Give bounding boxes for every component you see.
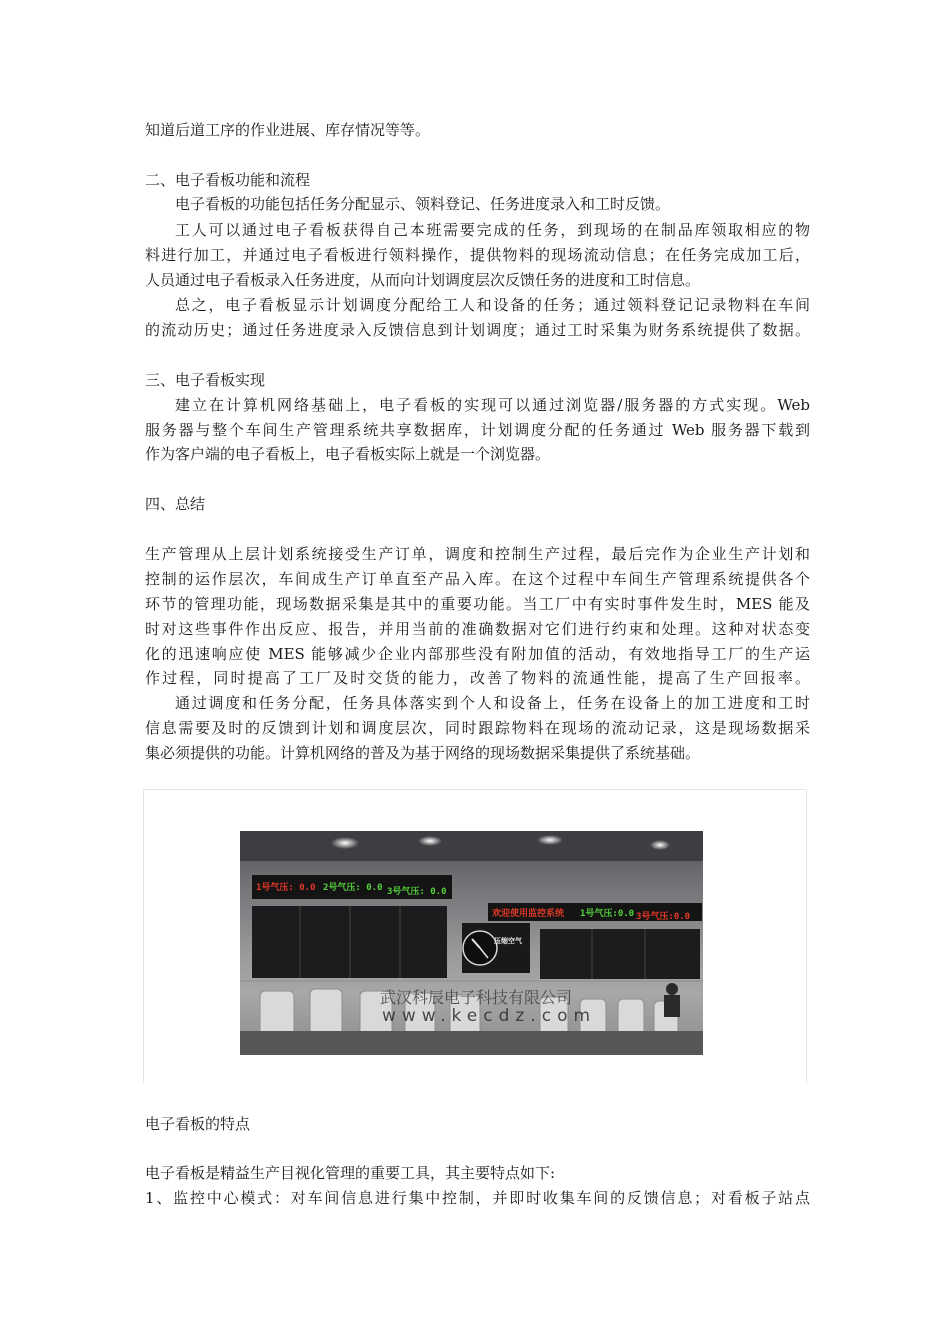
paragraph-line: 化的迅速响应使 MES 能够减少企业内部那些没有附加值的活动，有效地指导工厂的生产运	[145, 645, 810, 663]
watermark-company: 武汉科辰电子科技有限公司	[380, 988, 573, 1007]
paragraph-line: 总之，电子看板显示计划调度分配给工人和设备的任务；通过领料登记记录物料在车间	[175, 296, 810, 314]
led-sign-right-title: 欢迎使用监控系统	[492, 909, 565, 919]
paragraph-line: 信息需要及时的反馈到计划和调度层次，同时跟踪物料在现场的流动记录，这是现场数据采	[145, 719, 810, 737]
paragraph-line: 通过调度和任务分配，任务具体落实到个人和设备上，任务在设备上的加工进度和工时	[175, 694, 810, 712]
paragraph-line: 1、监控中心模式：对车间信息进行集中控制，并即时收集车间的反馈信息；对看板子站点	[145, 1189, 810, 1207]
paragraph-line: 服务器与整个车间生产管理系统共享数据库，计划调度分配的任务通过 Web 服务器下载到	[145, 421, 810, 439]
led-sign-right-1: 1号气压:0.0	[580, 909, 635, 919]
led-sign-left-2: 2号气压: 0.0	[323, 883, 383, 893]
paragraph-line: 控制的运作层次，车间成生产订单直至产品入库。在这个过程中车间生产管理系统提供各个	[145, 570, 810, 588]
paragraph-line: 作过程，同时提高了工厂及时交货的能力，改善了物料的流通性能，提高了生产回报率。	[145, 669, 810, 687]
paragraph-line: 建立在计算机网络基础上，电子看板的实现可以通过浏览器/服务器的方式实现。Web	[175, 396, 810, 414]
paragraph-line: 环节的管理功能，现场数据采集是其中的重要功能。当工厂中有实时事件发生时，MES 能及	[145, 595, 810, 613]
paragraph-line: 电子看板是精益生产目视化管理的重要工具，其主要特点如下:	[145, 1164, 556, 1182]
paragraph-line: 集必须提供的功能。计算机网络的普及为基于网络的现场数据采集提供了系统基础。	[145, 744, 701, 762]
paragraph-line: 时对这些事件作出反应、报告，并用当前的准确数据对它们进行约束和处理。这种对状态变	[145, 620, 810, 638]
paragraph-line: 生产管理从上层计划系统接受生产订单，调度和控制生产过程，最后完作为企业生产计划和	[145, 545, 810, 563]
section-heading-features: 电子看板的特点	[145, 1115, 251, 1133]
section-heading-4: 四、总结	[145, 495, 206, 513]
clock-panel-label: 压缩空气	[494, 937, 522, 945]
paragraph-line: 的流动历史；通过任务进度录入反馈信息到计划调度；通过工时采集为财务系统提供了数据。	[145, 321, 810, 339]
paragraph-line: 电子看板的功能包括任务分配显示、领料登记、任务进度录入和工时反馈。	[175, 195, 671, 213]
paragraph-line: 人员通过电子看板录入任务进度，从而向计划调度层次反馈任务的进度和工时信息。	[145, 271, 701, 289]
watermark-url: www.kecdz.com	[382, 1006, 597, 1026]
paragraph-line: 知道后道工序的作业进展、库存情况等等。	[145, 121, 431, 139]
led-sign-right-2: 3号气压:0.0	[636, 912, 691, 922]
section-heading-2: 二、电子看板功能和流程	[145, 171, 311, 189]
led-sign-left-1: 1号气压: 0.0	[256, 883, 316, 893]
section-heading-3: 三、电子看板实现	[145, 371, 266, 389]
led-sign-left-3: 3号气压: 0.0	[387, 887, 447, 897]
paragraph-line: 料进行加工，并通过电子看板进行领料操作，提供物料的现场流动信息；在任务完成加工后，	[145, 246, 810, 264]
paragraph-line: 工人可以通过电子看板获得自己本班需要完成的任务，到现场的在制品库领取相应的物	[175, 221, 810, 239]
paragraph-line: 作为客户端的电子看板上，电子看板实际上就是一个浏览器。	[145, 445, 551, 463]
